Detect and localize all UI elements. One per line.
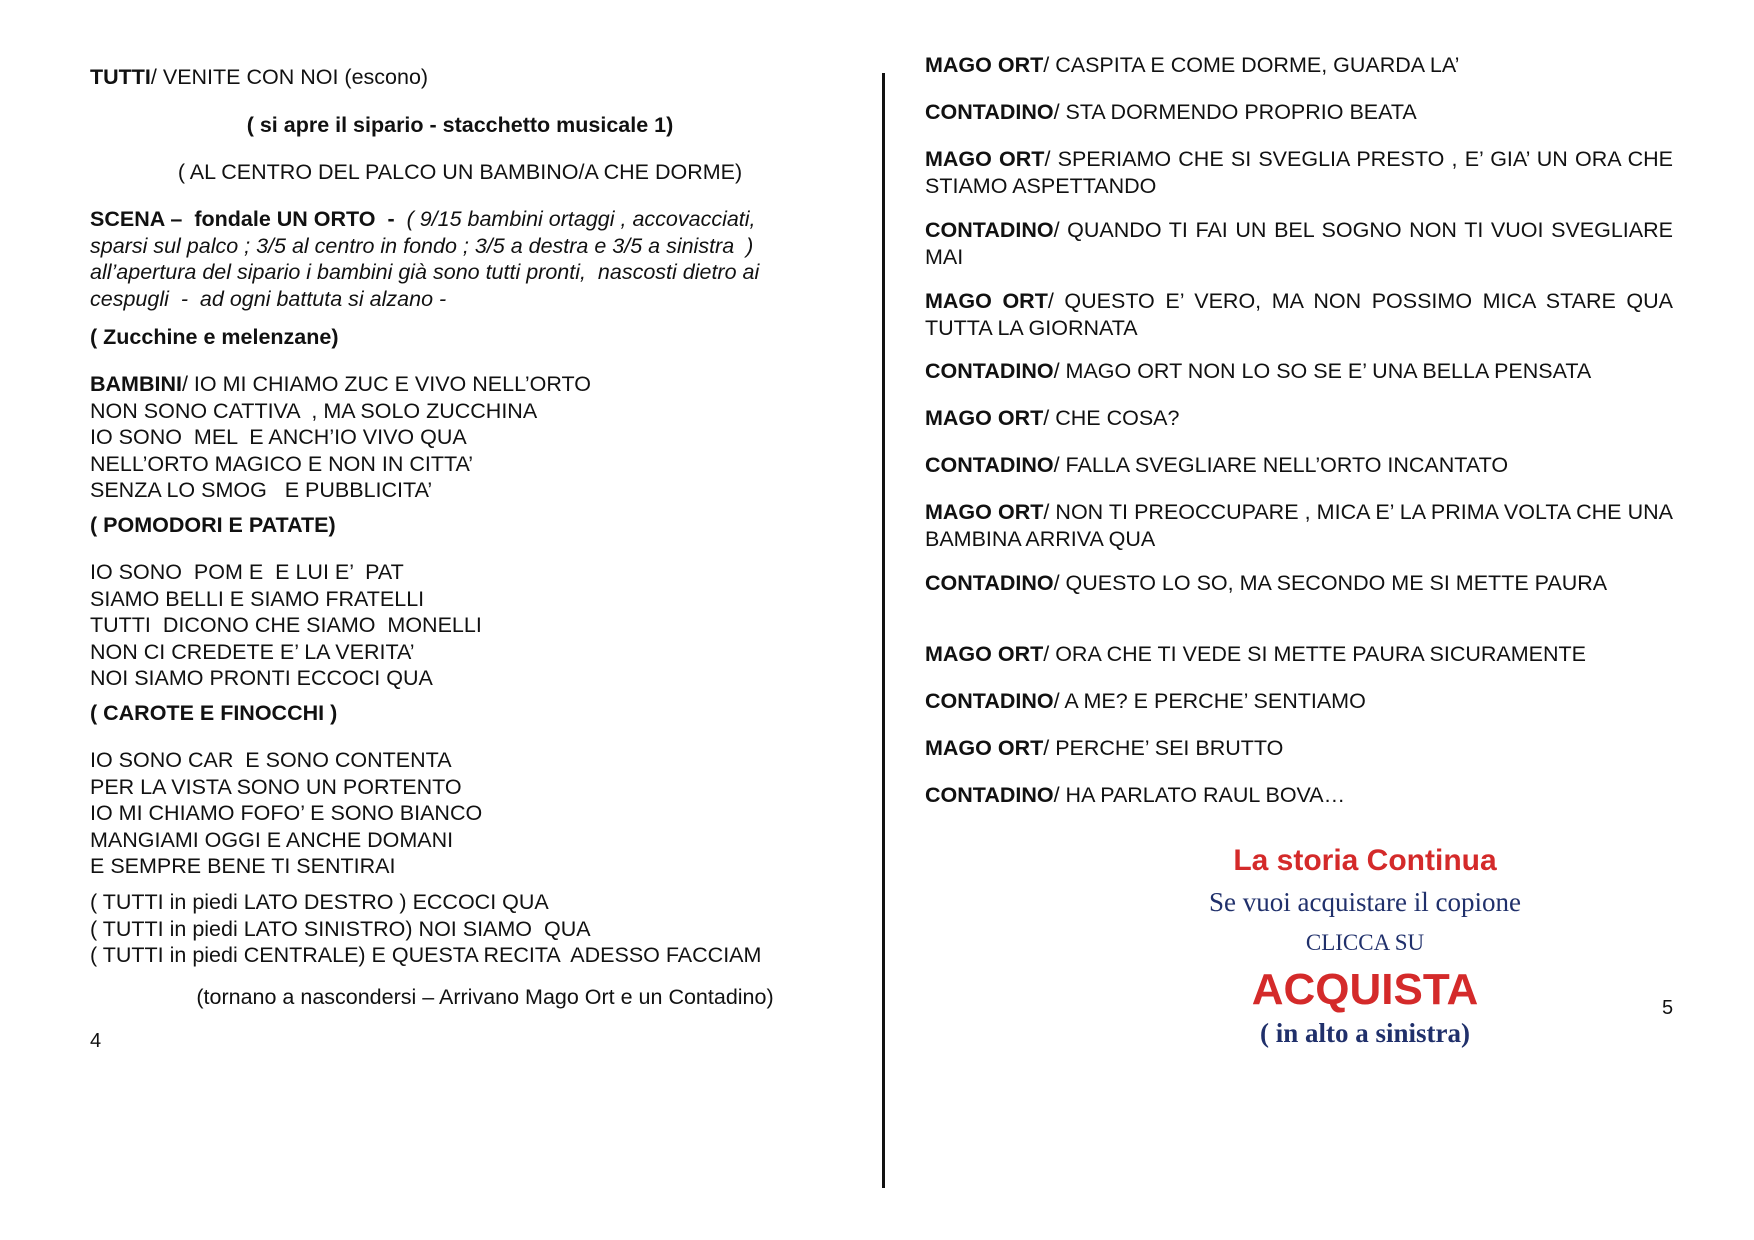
verse-tutti xyxy=(90,889,830,969)
verse-zucchine xyxy=(90,371,830,504)
verse-line: / IO MI CHIAMO ZUC E VIVO NELL’ORTO xyxy=(181,372,591,396)
speaker-label: CONTADINO xyxy=(925,571,1054,595)
section-header-zucchine: ( Zucchine e melenzane) xyxy=(90,325,339,349)
dialogue-line xyxy=(925,217,1673,270)
line-text: / MAGO ORT NON LO SO SE E’ UNA BELLA PENSATA xyxy=(1053,359,1592,383)
line-text: / FALLA SVEGLIARE NELL’ORTO INCANTATO xyxy=(1053,453,1509,477)
section-header-pomodori: ( POMODORI E PATATE) xyxy=(90,513,336,537)
dialogue-line xyxy=(925,782,1673,809)
dialogue-line xyxy=(925,288,1673,341)
speaker-label: CONTADINO xyxy=(925,359,1054,383)
verse-line: MANGIAMI OGGI E ANCHE DOMANI xyxy=(90,827,454,852)
verse-line: NOI SIAMO PRONTI ECCOCI QUA xyxy=(90,666,433,690)
dialogue-line xyxy=(925,641,1673,668)
scene-desc-line: all’apertura del sipario i bambini già sono tutti pronti, nascosti dietro ai xyxy=(90,260,760,284)
dialogue-line xyxy=(925,688,1673,715)
line-text: / STA DORMENDO PROPRIO BEATA xyxy=(1053,100,1417,124)
promo-subtitle: Se vuoi acquistare il copione xyxy=(1209,887,1521,917)
line-text: / A ME? E PERCHE’ SENTIAMO xyxy=(1053,689,1366,713)
speaker-label: CONTADINO xyxy=(925,100,1054,124)
speaker-label: TUTTI xyxy=(90,65,151,89)
acquista-link[interactable]: ACQUISTA xyxy=(1251,965,1479,1014)
verse-line: TUTTI DICONO CHE SIAMO MONELLI xyxy=(90,613,482,637)
line-text: / PERCHE’ SEI BRUTTO xyxy=(1043,736,1284,760)
page-number-left: 4 xyxy=(90,1030,102,1052)
page-number-right: 5 xyxy=(1662,997,1674,1019)
dialogue-line xyxy=(925,99,1673,126)
scene-desc-line: cespugli - ad ogni battuta si alzano - xyxy=(90,286,447,311)
line-text: / QUESTO E’ VERO, MA NON POSSIMO MICA STARE QUA TUTTA LA GIORNATA xyxy=(925,289,1673,340)
line-text: / VENITE CON NOI (escono) xyxy=(150,65,429,89)
dialogue-line xyxy=(925,146,1673,199)
promo-title: La storia Continua xyxy=(1233,844,1497,877)
dialogue-line xyxy=(925,570,1673,597)
promo-clicca: CLICCA SU xyxy=(1305,930,1425,955)
stage-direction-tornano: (tornano a nascondersi – Arrivano Mago Ort e un Contadino) xyxy=(196,985,774,1009)
verse-line: ( TUTTI in piedi LATO SINISTRO) NOI SIAMO QUA xyxy=(90,916,591,941)
speaker-label: MAGO ORT xyxy=(925,289,1048,313)
line-text: / CHE COSA? xyxy=(1043,406,1180,430)
dialogue-line xyxy=(925,405,1673,432)
speaker-label: BAMBINI xyxy=(90,372,182,396)
scene-description xyxy=(90,206,830,312)
verse-line: SENZA LO SMOG E PUBBLICITA’ xyxy=(90,478,433,502)
section-header-carote: ( CAROTE E FINOCCHI ) xyxy=(90,701,338,725)
stage-direction-sipario: ( si apre il sipario - stacchetto musicale 1) xyxy=(246,113,674,137)
speaker-label: MAGO ORT xyxy=(925,406,1044,430)
scene-desc-line: sparsi sul palco ; 3/5 al centro in fondo ; 3/5 a destra e 3/5 a sinistra ) xyxy=(90,233,754,258)
verse-pomodori xyxy=(90,559,830,692)
tutti-line xyxy=(90,64,830,91)
verse-line: ( TUTTI in piedi CENTRALE) E QUESTA RECITA ADESSO FACCIAM xyxy=(90,943,762,967)
verse-line: ( TUTTI in piedi LATO DESTRO ) ECCOCI QUA xyxy=(90,890,549,914)
line-text: / SPERIAMO CHE SI SVEGLIA PRESTO , E’ GIA’ UN ORA CHE STIAMO ASPETTANDO xyxy=(925,147,1673,198)
dialogue-line xyxy=(925,358,1673,385)
speaker-label: CONTADINO xyxy=(925,689,1054,713)
right-page xyxy=(880,0,1754,1240)
line-text: / CASPITA E COME DORME, GUARDA LA’ xyxy=(1043,53,1460,77)
verse-line: E SEMPRE BENE TI SENTIRAI xyxy=(90,854,396,878)
verse-line: IO MI CHIAMO FOFO’ E SONO BIANCO xyxy=(90,801,483,825)
verse-line: IO SONO POM E E LUI E’ PAT xyxy=(90,560,404,584)
speaker-label: CONTADINO xyxy=(925,783,1054,807)
scene-label: SCENA – fondale UN ORTO - xyxy=(90,207,401,231)
speaker-label: MAGO ORT xyxy=(925,147,1045,171)
speaker-label: MAGO ORT xyxy=(925,53,1044,77)
verse-carote xyxy=(90,747,830,880)
speaker-label: CONTADINO xyxy=(925,218,1054,242)
speaker-label: MAGO ORT xyxy=(925,500,1044,524)
promo-hint: ( in alto a sinistra) xyxy=(1259,1018,1470,1048)
speaker-label: MAGO ORT xyxy=(925,642,1044,666)
speaker-label: MAGO ORT xyxy=(925,736,1044,760)
dialogue-line xyxy=(925,452,1673,479)
line-text: / NON TI PREOCCUPARE , MICA E’ LA PRIMA VOLTA CHE UNA BAMBINA ARRIVA QUA xyxy=(925,500,1673,551)
dialogue-line xyxy=(925,52,1673,79)
speaker-label: CONTADINO xyxy=(925,453,1054,477)
line-text: / ORA CHE TI VEDE SI METTE PAURA SICURAMENTE xyxy=(1043,642,1587,666)
line-text: / HA PARLATO RAUL BOVA… xyxy=(1053,783,1346,807)
scene-desc-line: ( 9/15 bambini ortaggi , accovacciati, xyxy=(400,207,756,231)
verse-line: NELL’ORTO MAGICO E NON IN CITTA’ xyxy=(90,451,474,476)
dialogue-line xyxy=(925,499,1673,552)
verse-line: NON CI CREDETE E’ LA VERITA’ xyxy=(90,639,415,664)
verse-line: SIAMO BELLI E SIAMO FRATELLI xyxy=(90,586,425,611)
verse-line: IO SONO MEL E ANCH’IO VIVO QUA xyxy=(90,425,467,449)
promo-block xyxy=(1085,840,1645,1050)
dialogue-line xyxy=(925,735,1673,762)
verse-line: NON SONO CATTIVA , MA SOLO ZUCCHINA xyxy=(90,398,538,423)
stage-direction-centro: ( AL CENTRO DEL PALCO UN BAMBINO/A CHE DORME) xyxy=(177,160,743,184)
verse-line: IO SONO CAR E SONO CONTENTA xyxy=(90,748,452,772)
line-text: / QUANDO TI FAI UN BEL SOGNO NON TI VUOI SVEGLIARE MAI xyxy=(925,218,1673,269)
line-text: / QUESTO LO SO, MA SECONDO ME SI METTE PAURA xyxy=(1053,571,1608,595)
verse-line: PER LA VISTA SONO UN PORTENTO xyxy=(90,774,462,799)
